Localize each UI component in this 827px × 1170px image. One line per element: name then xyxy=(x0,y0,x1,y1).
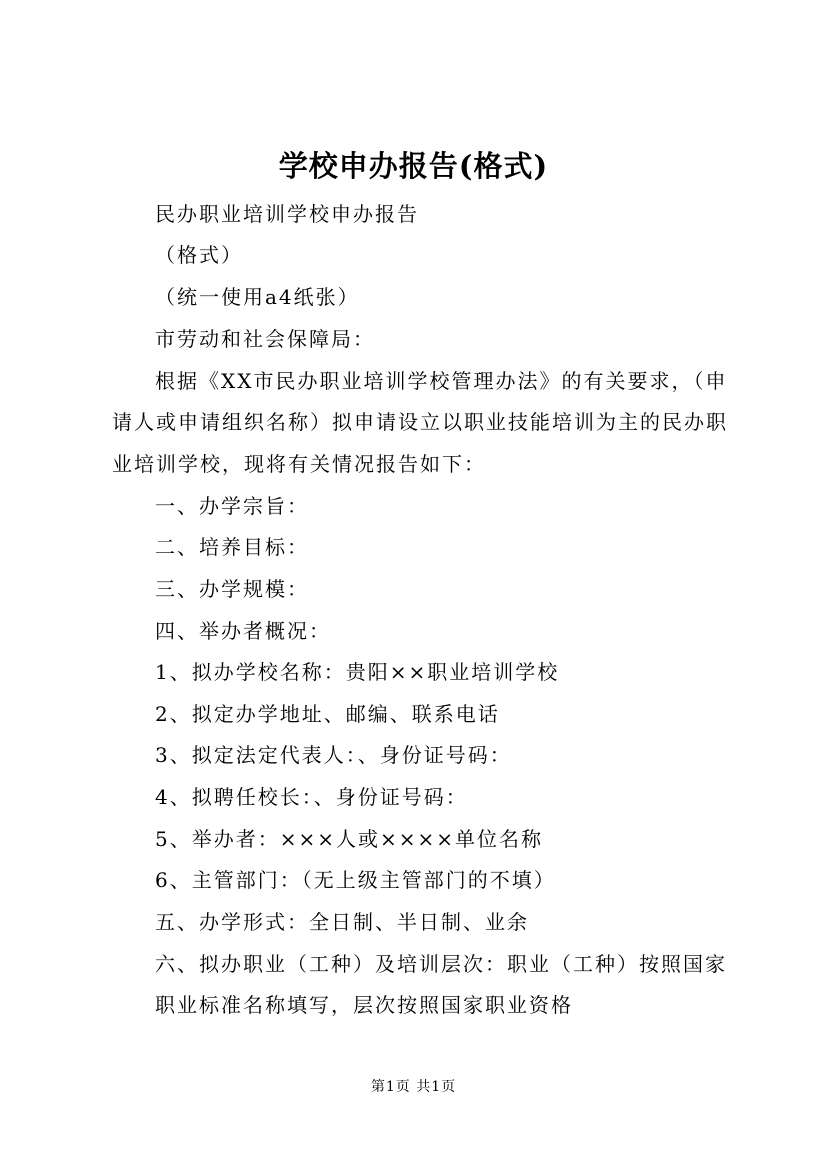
paragraph-line: 4、拟聘任校长：、身份证号码： xyxy=(155,785,468,809)
paragraph-line: 6、主管部门：（无上级主管部门的不填） xyxy=(155,868,556,892)
paragraph-line: 民办职业培训学校申办报告 xyxy=(155,202,419,226)
paragraph-line: 3、拟定法定代表人：、身份证号码： xyxy=(155,743,512,767)
paragraph-line: 四、举办者概况： xyxy=(155,619,331,643)
document-title: 学校申办报告(格式) xyxy=(278,149,549,183)
paragraph-line: 六、拟办职业（工种）及培训层次：职业（工种）按照国家 xyxy=(155,952,727,976)
paragraph-line: 三、办学规模： xyxy=(155,577,309,601)
paragraph-line: （格式） xyxy=(155,243,243,267)
paragraph-line: 根据《XX市民办职业培训学校管理办法》的有关要求，（申 xyxy=(155,369,728,393)
paragraph-line: 职业标准名称填写，层次按照国家职业资格 xyxy=(155,993,573,1017)
paragraph-line: 2、拟定办学地址、邮编、联系电话 xyxy=(155,702,500,726)
paragraph-line: 市劳动和社会保障局： xyxy=(155,327,375,351)
paragraph-line: 二、培养目标： xyxy=(155,535,309,559)
paragraph-line: 五、办学形式：全日制、半日制、业余 xyxy=(155,910,529,934)
page-footer: 第1页 共1页 xyxy=(370,1079,457,1095)
paragraph-line: 业培训学校，现将有关情况报告如下： xyxy=(112,452,486,476)
paragraph-line: 请人或申请组织名称）拟申请设立以职业技能培训为主的民办职 xyxy=(112,410,728,434)
paragraph-line: 5、举办者：×××人或××××单位名称 xyxy=(155,827,544,851)
paragraph-line: 一、办学宗旨： xyxy=(155,494,309,518)
paragraph-line: （统一使用a4纸张） xyxy=(155,285,360,309)
paragraph-line: 1、拟办学校名称：贵阳××职业培训学校 xyxy=(155,660,560,684)
